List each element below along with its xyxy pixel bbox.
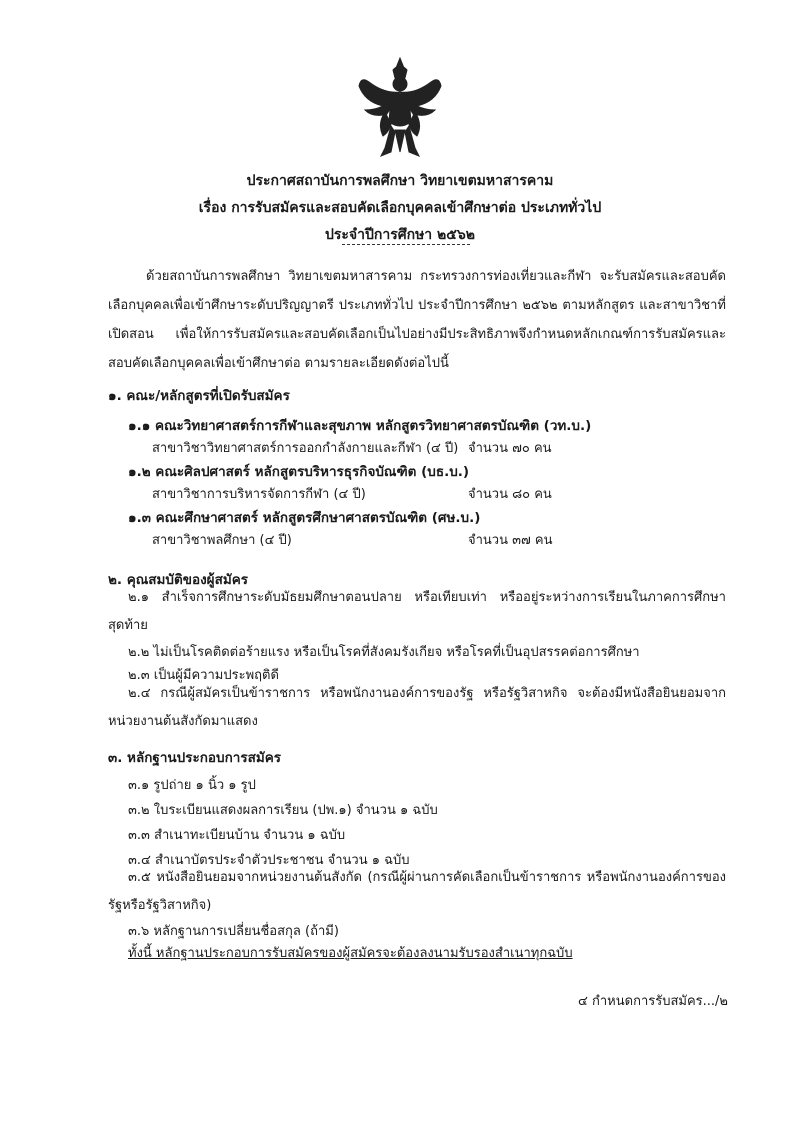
- section-2-title: ๒. คุณสมบัติของผู้สมัคร: [108, 572, 249, 588]
- intro-text: ด้วยสถาบันการพลศึกษา วิทยาเขตมหาสารคาม กระทรวงการท่องเที่ยวและกีฬา จะรับสมัครและสอบคัดเลือกบุคคลเพื่อเข้าศึกษาระดับปริญญาตรี ประเภททั่วไป ประจำปีการศึกษา ๒๕๖๒ ตามหลักสูตร และสาขาวิชาที่เปิดสอน เพื่อให้การรับสมัครและสอบคัดเลือกเป็นไปอย่างมีประสิทธิภาพจึงกำหนดหลักเกณฑ์การรับสมัครและสอบคัดเลือกบุคคลเพื่อเข้าศึกษาต่อ ตามรายละเอียดดังต่อไปนี้: [108, 269, 726, 371]
- faculty-2-major: สาขาวิชาการบริหารจัดการกีฬา (๔ ปี): [152, 487, 366, 502]
- faculty-1-major: สาขาวิชาวิทยาศาสตร์การออกกำลังกายและกีฬา (๔ ปี): [152, 441, 459, 456]
- document-item-4: ๓.๔ สำเนาบัตรประจำตัวประชาชน จำนวน ๑ ฉบับ: [128, 853, 410, 868]
- faculty-2-count: จำนวน ๘๐ คน: [468, 487, 552, 502]
- faculty-3-major: สาขาวิชาพลศึกษา (๔ ปี): [152, 533, 292, 548]
- section-3-title: ๓. หลักฐานประกอบการสมัคร: [108, 750, 282, 766]
- document-header: [0, 168, 800, 249]
- document-item-2: ๓.๒ ใบระเบียนแสดงผลการเรียน (ปพ.๑) จำนวน ๑ ฉบับ: [128, 803, 438, 818]
- qualification-2: ๒.๒ ไม่เป็นโรคติดต่อร้ายแรง หรือเป็นโรคที่สังคมรังเกียจ หรือโรคที่เป็นอุปสรรคต่อการศึกษา: [128, 645, 640, 660]
- header-line-2: เรื่อง การรับสมัครและสอบคัดเลือกบุคคลเข้าศึกษาต่อ ประเภททั่วไป: [198, 200, 602, 216]
- faculty-3-heading: ๑.๓ คณะศึกษาศาสตร์ หลักสูตรศึกษาศาสตรบัณฑิต (ศษ.บ.): [128, 510, 481, 526]
- faculty-3-count: จำนวน ๓๗ คน: [468, 533, 553, 548]
- document-item-1: ๓.๑ รูปถ่าย ๑ นิ้ว ๑ รูป: [128, 778, 256, 793]
- document-item-3: ๓.๓ สำเนาทะเบียนบ้าน จำนวน ๑ ฉบับ: [128, 828, 346, 843]
- qualification-1: ๒.๑ สำเร็จการศึกษาระดับมัธยมศึกษาตอนปลาย หรือเทียบเท่า หรืออยู่ระหว่างการเรียนในภาคการศึกษาสุดท้าย: [108, 590, 726, 633]
- intro-paragraph: [108, 262, 726, 378]
- header-divider: [342, 244, 470, 245]
- header-line-3: ประจำปีการศึกษา ๒๕๖๒: [324, 227, 475, 243]
- section-1-title: ๑. คณะ/หลักสูตรที่เปิดรับสมัคร: [108, 388, 290, 404]
- garuda-emblem-icon: [355, 52, 445, 162]
- header-line-1: ประกาศสถาบันการพลศึกษา วิทยาเขตมหาสารคาม: [246, 173, 554, 189]
- document-item-5: ๓.๕ หนังสือยินยอมจากหน่วยงานต้นสังกัด (กรณีผู้ผ่านการคัดเลือกเป็นข้าราชการ หรือพนักงานองค์การของรัฐหรือรัฐวิสาหกิจ): [108, 870, 726, 913]
- qualification-4: ๒.๔ กรณีผู้สมัครเป็นข้าราชการ หรือพนักงานองค์การของรัฐ หรือรัฐวิสาหกิจ จะต้องมีหนังสือยินยอมจากหน่วยงานต้นสังกัดมาแสดง: [108, 686, 726, 729]
- faculty-1-count: จำนวน ๗๐ คน: [468, 441, 552, 456]
- qualification-3: ๒.๓ เป็นผู้มีความประพฤติดี: [128, 668, 279, 683]
- next-page-footer: ๔ กำหนดการรับสมัคร.../๒: [578, 994, 728, 1009]
- faculty-1-heading: ๑.๑ คณะวิทยาศาสตร์การกีฬาและสุขภาพ หลักสูตรวิทยาศาสตรบัณฑิต (วท.บ.): [128, 418, 592, 434]
- faculty-2-heading: ๑.๒ คณะศิลปศาสตร์ หลักสูตรบริหารธุรกิจบัณฑิต (บธ.บ.): [128, 464, 470, 480]
- document-note: ทั้งนี้ หลักฐานประกอบการรับสมัครของผู้สมัครจะต้องลงนามรับรองสำเนาทุกฉบับ: [128, 946, 573, 961]
- document-item-6: ๓.๖ หลักฐานการเปลี่ยนชื่อสกุล (ถ้ามี): [128, 924, 339, 939]
